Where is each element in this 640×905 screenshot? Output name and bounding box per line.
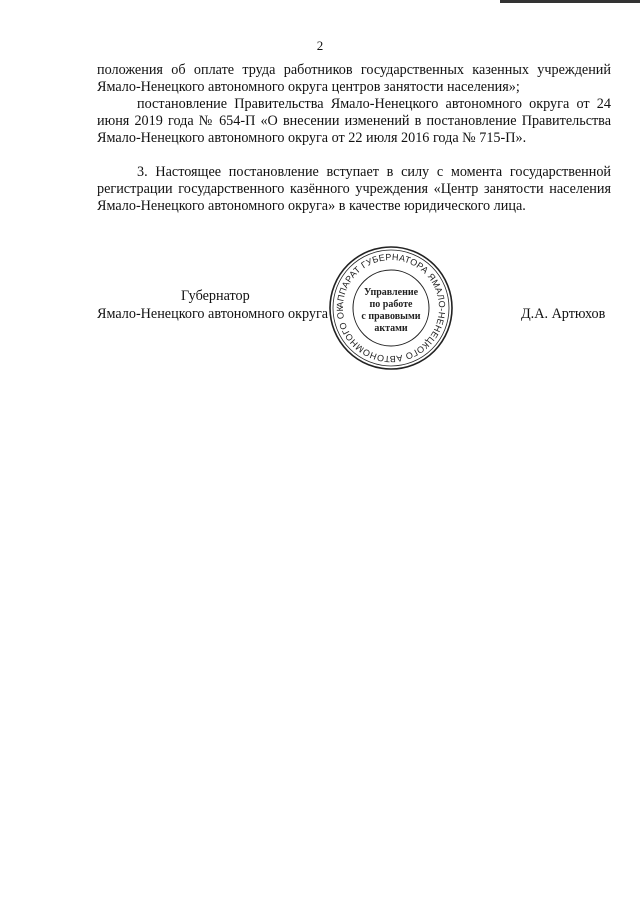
paragraph-continuation [97, 62, 611, 96]
signature-name: Д.А. Артюхов [521, 306, 606, 322]
signature-org: Ямало-Ненецкого автономного округа [97, 306, 329, 322]
stamp-line: с правовыми [361, 311, 421, 322]
stamp-seal-icon [326, 243, 456, 373]
stamp-ring-text: АППАРАТ ГУБЕРНАТОРА ЯМАЛО-НЕНЕЦКОГО АВТОНОМНОГО ОК [334, 251, 448, 365]
official-stamp [326, 243, 456, 373]
paragraph-item-3 [97, 164, 611, 215]
paragraph-text: положения об оплате труда работников государственных казенных учреждений Ямало-Ненецкого автономного округа центров занятости населения»; [97, 62, 611, 95]
top-edge-line [500, 0, 640, 3]
paragraph-amendment [97, 96, 611, 147]
signature-title: Губернатор [181, 288, 250, 304]
stamp-line: по работе [369, 299, 413, 310]
page-number: 2 [316, 38, 324, 53]
stamp-line: Управление [363, 287, 419, 298]
paragraph-text: постановление Правительства Ямало-Ненецкого автономного округа от 24 июня 2019 года № 654-П «О внесении изменений в постановление Правительства Ямало-Ненецкого автономного округа от 22 июля 2016 года № 715-П». [97, 96, 611, 146]
stamp-line: актами [374, 323, 408, 334]
paragraph-text: 3. Настоящее постановление вступает в силу с момента государственной регистрации государственного казённого учреждения «Центр занятости населения Ямало-Ненецкого автономного округа» в качестве юридического лица. [97, 164, 611, 214]
